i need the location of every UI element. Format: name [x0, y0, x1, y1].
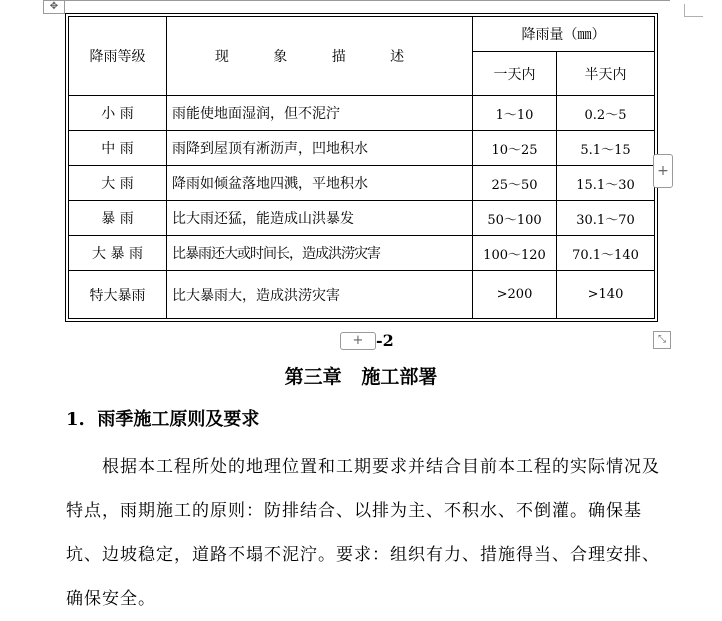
table-resize-handle-icon[interactable]: ⤡	[653, 331, 671, 349]
cell-half-day: >140	[557, 271, 655, 319]
add-row-button[interactable]: +	[340, 332, 376, 350]
page-number: -2	[376, 331, 394, 350]
cell-level: 小 雨	[69, 96, 167, 131]
cell-half-day: 30.1～70	[557, 201, 655, 236]
cell-one-day: >200	[473, 271, 557, 319]
cell-one-day: 50～100	[473, 201, 557, 236]
cell-description: 雨能使地面湿润，但不泥泞	[167, 96, 473, 131]
cell-level: 暴 雨	[69, 201, 167, 236]
header-description: 现 象 描 述	[167, 17, 473, 96]
cell-description: 降雨如倾盆落地四溅，平地积水	[167, 166, 473, 201]
rainfall-table-frame	[65, 13, 658, 322]
cell-description: 比大雨还猛，能造成山洪暴发	[167, 201, 473, 236]
cell-one-day: 1～10	[473, 96, 557, 131]
cell-half-day: 0.2～5	[557, 96, 655, 131]
table-move-handle-icon[interactable]: ✥	[43, 0, 65, 14]
body-paragraph: 根据本工程所处的地理位置和工期要求并结合目前本工程的实际情况及特点，雨期施工的原则：防排结合、以排为主、不积水、不倒灌。确保基坑、边坡稳定，道路不塌不泥泞。要求：组织有力、措施得当、合理安排、确保安全。	[66, 457, 660, 609]
table-row	[69, 236, 655, 271]
cell-level: 大 暴 雨	[69, 236, 167, 271]
header-one-day: 一天内	[473, 52, 557, 96]
page-corner-guide	[684, 4, 703, 17]
header-half-day: 半天内	[557, 52, 655, 96]
table-row	[69, 201, 655, 236]
cell-one-day: 10～25	[473, 131, 557, 166]
cell-half-day: 15.1～30	[557, 166, 655, 201]
rainfall-table	[68, 16, 655, 319]
header-level: 降雨等级	[69, 17, 167, 96]
section-title: 1. 雨季施工原则及要求	[66, 409, 260, 430]
cell-half-day: 5.1～15	[557, 131, 655, 166]
table-row	[69, 271, 655, 319]
table-row	[69, 131, 655, 166]
cell-one-day: 100～120	[473, 236, 557, 271]
cell-one-day: 25～50	[473, 166, 557, 201]
cell-description: 雨降到屋顶有淅沥声，凹地积水	[167, 131, 473, 166]
table-top-guide-line	[63, 0, 670, 1]
cell-level: 中 雨	[69, 131, 167, 166]
table-row	[69, 96, 655, 131]
cell-description: 比大暴雨大，造成洪涝灾害	[167, 271, 473, 319]
cell-level: 特大暴雨	[69, 271, 167, 319]
chapter-title: 第三章 施工部署	[284, 366, 438, 388]
cell-description: 比暴雨还大或时间长，造成洪涝灾害	[167, 236, 473, 271]
cell-half-day: 70.1～140	[557, 236, 655, 271]
table-row	[69, 166, 655, 201]
add-column-button[interactable]: +	[653, 154, 673, 188]
cell-level: 大 雨	[69, 166, 167, 201]
header-rainfall: 降雨量（㎜）	[473, 17, 655, 52]
